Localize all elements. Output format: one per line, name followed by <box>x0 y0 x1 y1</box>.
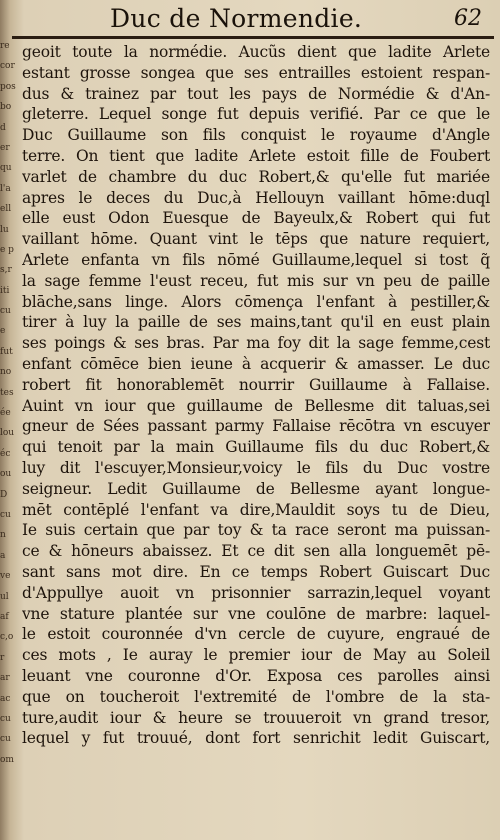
gutter-fragment: qu <box>0 163 12 174</box>
text-line: geoit toute la normédie. Aucũs dient que ladite Arlete <box>22 43 490 61</box>
gutter-fragment: tes <box>0 387 14 398</box>
text-line: mēt contēplé l'enfant va dire,Mauldit soys tu de Dieu, <box>22 500 490 519</box>
gutter-fragment: d <box>0 122 6 133</box>
gutter-fragment: ul <box>0 591 9 602</box>
text-line: le estoit couronnée d'vn cercle de cuyure, engraué de <box>22 625 490 644</box>
gutter-fragment: a <box>0 550 6 561</box>
gutter-fragment: ou <box>0 469 12 480</box>
gutter-fragment: om <box>0 754 14 765</box>
text-line: gleterre. Lequel songe fut depuis verifié. Par ce que le <box>22 105 490 124</box>
header-rule <box>12 36 494 39</box>
gutter-fragment: af <box>0 611 9 622</box>
running-head: Duc de Normendie. <box>110 4 363 33</box>
gutter-fragment: cu <box>0 734 11 745</box>
text-line: luy dit l'escuyer,Monsieur,voicy le fils du Duc vostre <box>22 458 490 477</box>
gutter-fragment: ve <box>0 571 11 582</box>
text-line: terre. On tient que ladite Arlete estoit fille de Foubert <box>22 146 490 165</box>
text-line: vaillant hōme. Quant vint le tēps que nature requiert, <box>22 230 490 249</box>
gutter-fragment: s,r <box>0 265 12 276</box>
gutter-fragment: re <box>0 41 10 51</box>
gutter-fragment: cu <box>0 306 11 317</box>
text-line: elle eust Odon Euesque de Bayeulx,& Robert qui fut <box>22 209 490 228</box>
adjacent-page-gutter <box>0 36 16 776</box>
gutter-fragment: lou <box>0 428 15 439</box>
text-line: varlet de chambre du duc Robert,& qu'elle fut mariée <box>22 167 490 186</box>
text-line: qui tenoit par la main Guillaume fils du duc Robert,& <box>22 438 490 457</box>
gutter-fragment: fut <box>0 346 13 357</box>
page-number: 62 <box>454 6 482 31</box>
text-line: Ie suis certain que par toy & ta race seront ma puissan- <box>22 521 490 540</box>
text-line: tirer à luy la paille de ses mains,tant qu'il en eust plain <box>22 313 490 332</box>
text-line: dus & trainez par tout les pays de Normédie & d'An- <box>22 84 490 103</box>
text-line: enfant cōmēce bien ieune à acquerir & amasser. Le duc <box>22 354 490 373</box>
text-line: ces mots , Ie auray le premier iour de May au Soleil <box>22 646 490 665</box>
text-line: robert fit honorablemēt nourrir Guillaume à Fallaise. <box>22 375 490 394</box>
gutter-fragment: ar <box>0 673 10 684</box>
text-line: gneur de Sées passant parmy Fallaise rēcōtra vn escuyer <box>22 417 490 436</box>
gutter-fragment: n <box>0 530 6 541</box>
gutter-fragment: bo <box>0 102 12 113</box>
text-line: seigneur. Ledit Guillaume de Bellesme ayant longue- <box>22 479 490 498</box>
text-line: leuant vne couronne d'Or. Exposa ces parolles ainsi <box>22 666 490 685</box>
text-line: que on toucheroit l'extremité de l'ombre de la sta- <box>22 687 490 706</box>
gutter-fragment: ac <box>0 693 11 704</box>
text-line: ture,audit iour & heure se trouueroit vn grand tresor, <box>22 708 490 727</box>
gutter-fragment: D <box>0 489 8 500</box>
gutter-fragment: lu <box>0 224 9 235</box>
gutter-fragment: c,o <box>0 632 14 643</box>
text-line: apres le deces du Duc,à Hellouyn vaillant hōme:duql <box>22 188 490 207</box>
gutter-fragment: no <box>0 367 12 378</box>
gutter-fragment: cu <box>0 509 11 520</box>
gutter-fragment: cu <box>0 713 11 724</box>
text-line: blāche,sans linge. Alors cōmença l'enfant à pestiller,& <box>22 292 490 311</box>
gutter-fragment: l'a <box>0 183 11 194</box>
text-line: d'Appullye auoit vn prisonnier sarrazin,lequel voyant <box>22 583 490 602</box>
text-line: la sage femme l'eust receu, fut mis sur vn peu de paille <box>22 271 490 290</box>
gutter-fragment: ée <box>0 408 11 419</box>
gutter-fragment: e <box>0 326 6 337</box>
text-line: vne stature plantée sur vne coulōne de marbre: laquel- <box>22 604 490 623</box>
gutter-fragment: éc <box>0 448 11 459</box>
gutter-fragment: e p <box>0 244 14 255</box>
text-line: lequel y fut trouué, dont fort senrichit ledit Guiscart, <box>22 729 490 748</box>
text-line: sant sans mot dire. En ce temps Robert Guiscart Duc <box>22 562 490 581</box>
text-line: estant grosse songea que ses entrailles estoient respan- <box>22 63 490 82</box>
text-line: ses poings & ses bras. Par ma foy dit la sage femme,cest <box>22 334 490 353</box>
gutter-fragment: ell <box>0 204 12 215</box>
gutter-fragment: r <box>0 652 5 663</box>
gutter-fragment: cor <box>0 61 15 72</box>
text-line: Auint vn iour que guillaume de Bellesme dit taluas,sei <box>22 396 490 415</box>
text-line: ce & hōneurs abaissez. Et ce dit sen alla longuemēt pē- <box>22 542 490 561</box>
gutter-fragment: er <box>0 142 10 153</box>
body-text <box>22 42 492 749</box>
text-line: Arlete enfanta vn fils nōmé Guillaume,lequel si tost q̃ <box>22 250 490 269</box>
gutter-fragment: iti <box>0 285 10 296</box>
gutter-fragment: pos <box>0 81 16 92</box>
text-line: Duc Guillaume son fils conquist le royaume d'Angle <box>22 126 490 145</box>
